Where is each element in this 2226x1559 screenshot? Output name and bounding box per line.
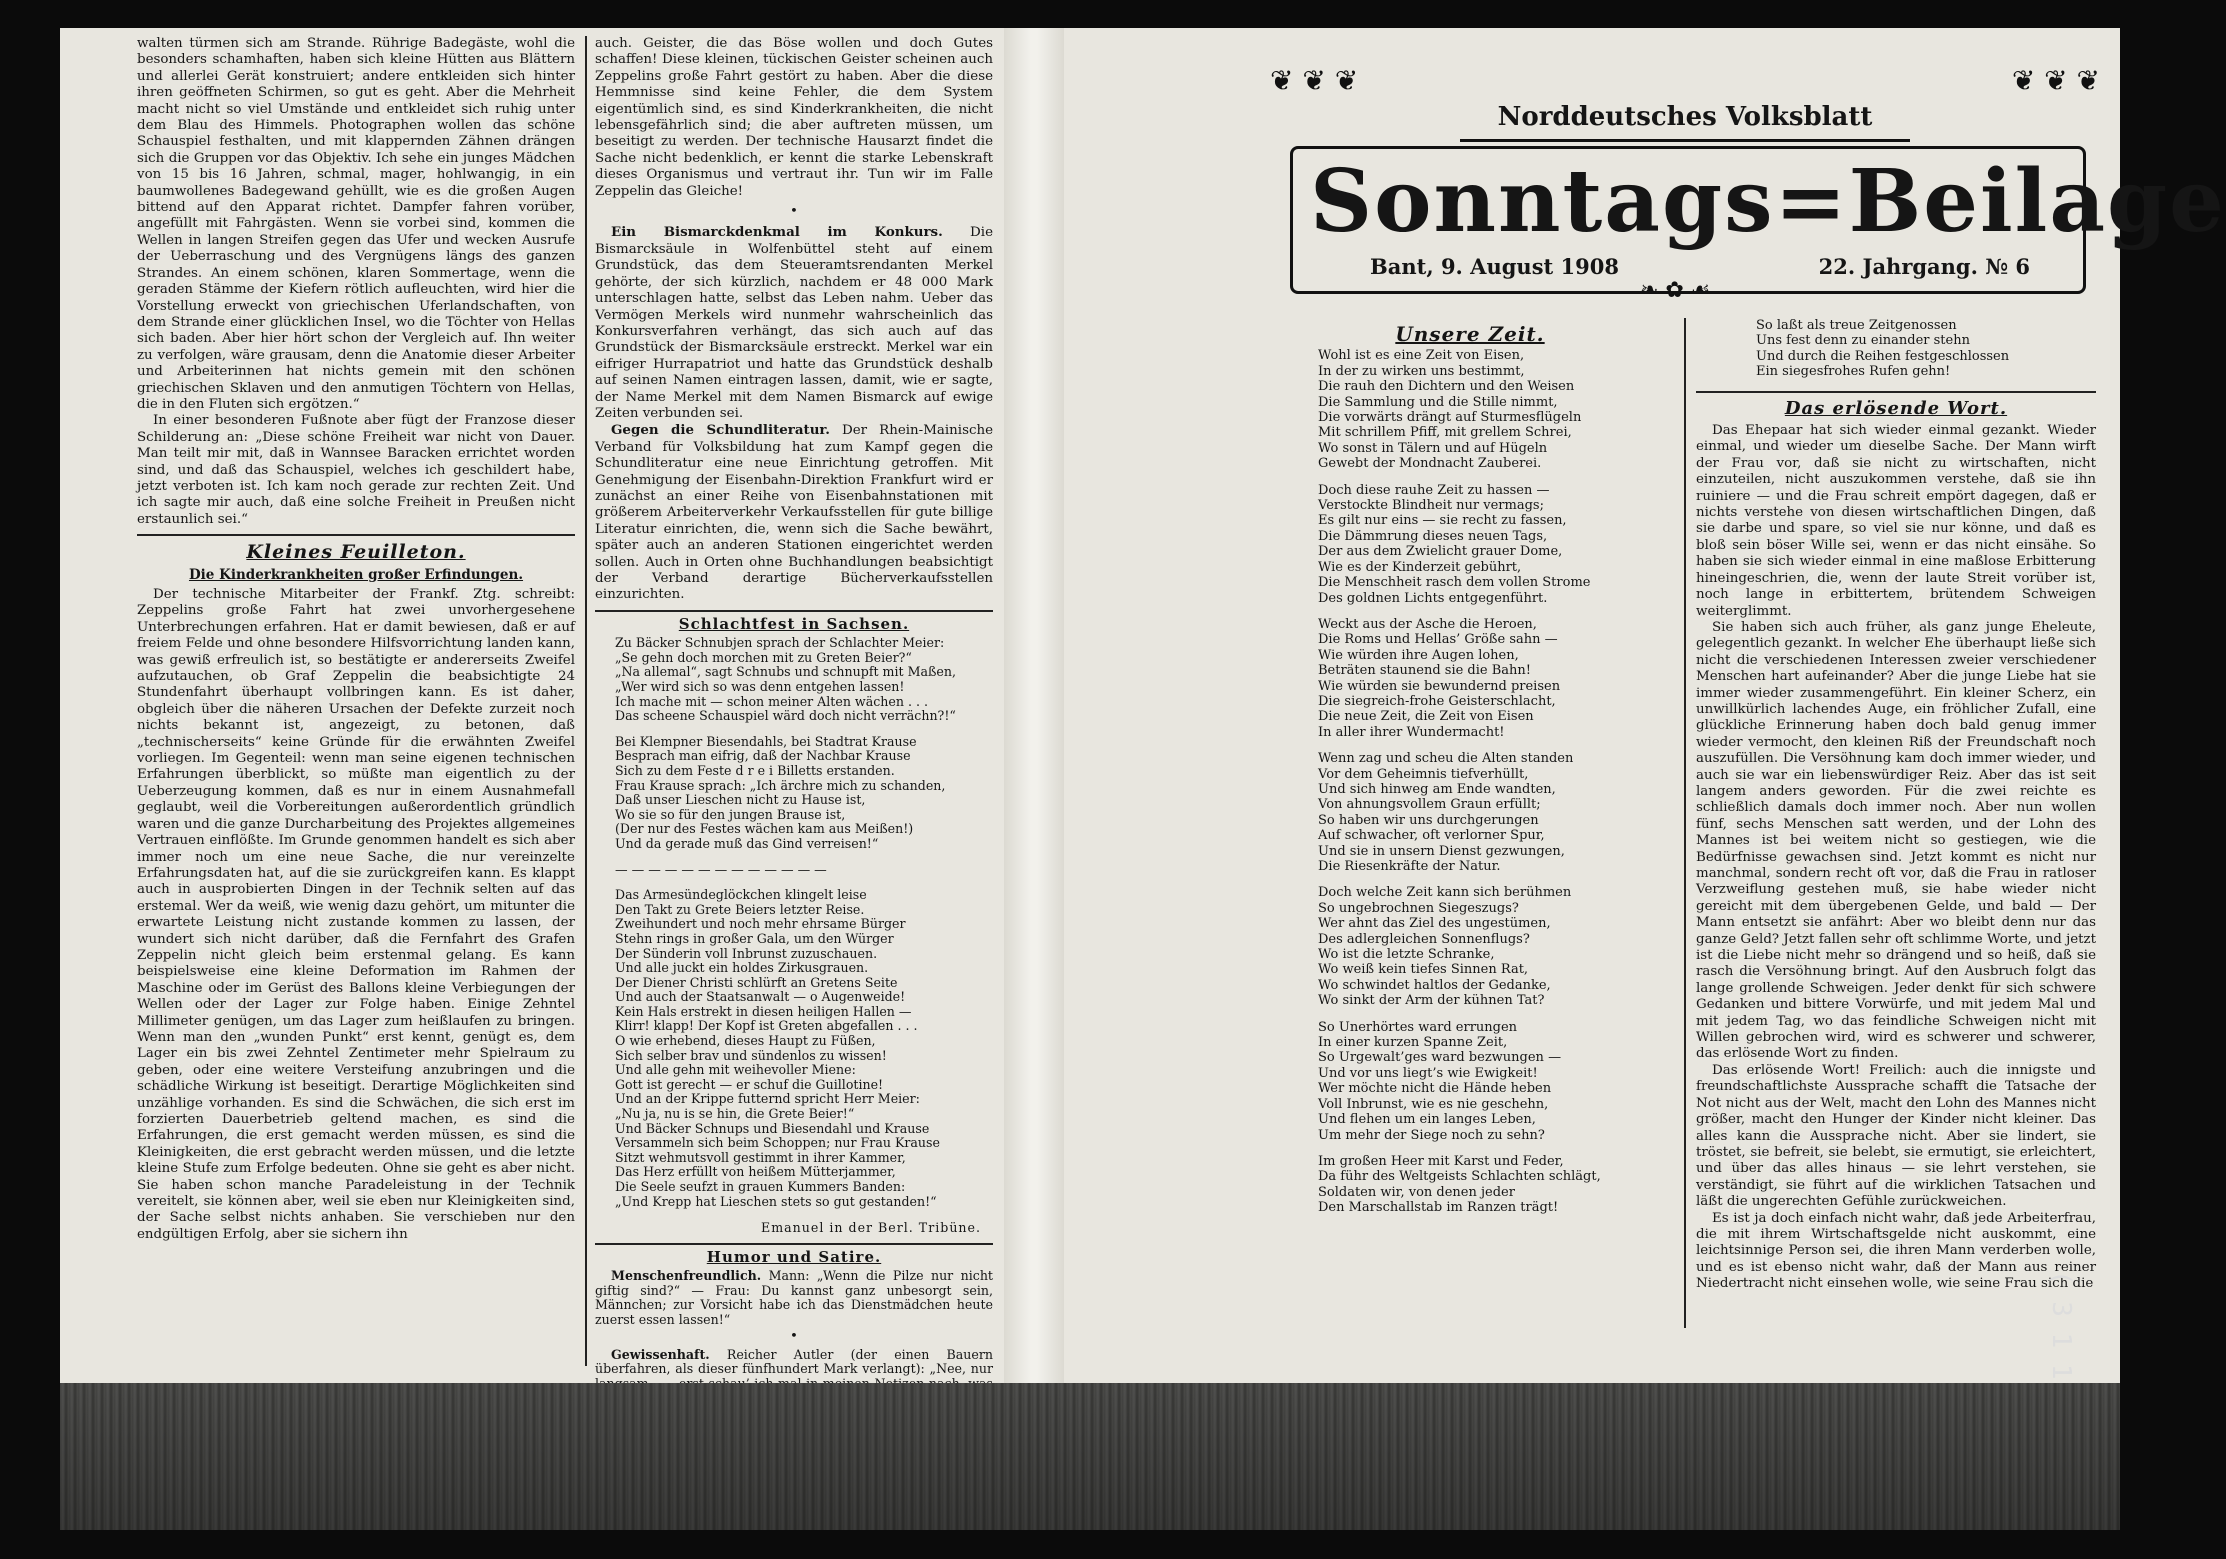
poem-line: Im großen Heer mit Karst und Feder, xyxy=(1318,1153,1564,1169)
poem-line: Das Herz erfüllt von heißem Mütterjammer, xyxy=(615,1164,896,1180)
poem-line: Vor dem Geheimnis tiefverhüllt, xyxy=(1318,766,1529,782)
poem-line: Wo sie so für den jungen Brause ist, xyxy=(615,806,846,822)
item-text: Der Rhein-Mainische Verband für Volksbildung hat zum Kampf gegen die Schundliteratur eine neue Einrichtung getroffen. Mit Genehmigung der Eisenbahn-Direktion Frankfurt wird er zunächst an einer Reihe von Eisenbahnstationen mit größerem Arbeiterverkehr Verkaufsstellen für gute billige Literatur einrichten, die, wenn sich die Sache bewährt, später auch an anderen Stationen eingerichtet werden sollen. Auch in Orten ohne Buchhandlungen beabsichtigt der Verband derartige Bücherverkaufsstellen einzurichten. xyxy=(595,423,993,603)
poem-schlachtfest xyxy=(595,636,993,1209)
poem-line: Soldaten wir, von denen jeder xyxy=(1318,1184,1515,1200)
page-gutter xyxy=(1004,28,1064,1530)
poem-stanza xyxy=(1318,885,1670,1008)
poem-line: Den Marschallstab im Ranzen trägt! xyxy=(1318,1200,1559,1216)
poem-line: Frau Krause sprach: „Ich ärchre mich zu schanden, xyxy=(615,777,946,793)
poem-stanza xyxy=(1318,751,1670,874)
poem-line: Und flehen um ein langes Leben, xyxy=(1318,1112,1536,1128)
newspaper-spread xyxy=(60,28,2226,1530)
poem-stanza xyxy=(615,888,993,1209)
poem-line: Sitzt wehmutsvoll gestimmt in ihrer Kammer, xyxy=(615,1149,906,1165)
poem-line: Mit schrillem Pfiff, mit grellem Schrei, xyxy=(1318,425,1572,441)
poem-credit: Emanuel in der Berl. Tribüne. xyxy=(761,1220,981,1236)
section-divider xyxy=(595,1243,993,1245)
poem-line: Versammeln sich beim Schoppen; nur Frau Krause xyxy=(615,1135,940,1151)
article-paragraph: In einer besonderen Fußnote aber fügt der Franzose dieser Schilderung an: „Diese schöne Freiheit war nicht von Dauer. Man teilt mir mit, daß in Wannsee Baracken errichtet worden sind, und daß das Schauspiel, welches ich geschildert habe, jetzt verboten ist. Ich kam noch gerade zur rechten Zeit. Und ich sagte mir auch, daß eine solche Freiheit in Preußen nicht erstaunlich sei.“ xyxy=(137,413,575,527)
poem-stanza xyxy=(615,735,993,852)
item-separator: • xyxy=(790,204,798,220)
poem-line: Doch welche Zeit kann sich berühmen xyxy=(1318,885,1572,901)
poem-line: Die Riesenkräfte der Natur. xyxy=(1318,859,1501,874)
column-4 xyxy=(1696,318,2096,1378)
poem-line: Voll Inbrunst, wie es nie geschehn, xyxy=(1318,1096,1549,1112)
page-edge-stack xyxy=(60,1383,2120,1530)
poem-line: Die Menschheit rasch dem vollen Strome xyxy=(1318,575,1591,591)
column-2 xyxy=(595,36,993,1386)
poem-title: Unsere Zeit. xyxy=(1395,322,1545,346)
poem-line: Des goldnen Lichts entgegenführt. xyxy=(1318,590,1548,606)
poem-line: So Unerhörtes ward errungen xyxy=(1318,1019,1518,1035)
poem-line: Und vor uns liegt’s wie Ewigkeit! xyxy=(1318,1065,1538,1081)
poem-line: „Na allemal“, sagt Schnubs und schnupft mit Maßen, xyxy=(615,664,956,680)
poem-line: Der aus dem Zwielicht grauer Dome, xyxy=(1318,544,1563,560)
poem-line: Es gilt nur eins — sie recht zu fassen, xyxy=(1318,513,1567,529)
poem-line: Besprach man eifrig, daß der Nachbar Krause xyxy=(615,748,911,764)
article-paragraph: Das erlösende Wort! Freilich: auch die innigste und freundschaftlichste Aussprache schafft die Tatsache der Not nicht aus der Welt, macht den Lohn des Mannes nicht größer, macht den Hunger der Kinder nicht kleiner. Das alles kann die Aussprache nicht. Aber sie lindert, sie tröstet, sie befreit, sie belebt, sie ermutigt, sie erleichtert, und über das alles hinaus — sie lehrt verstehen, sie verständigt, sie führt auf die wirklichen Tatsachen und läßt die ungerechten Gefühle zurückweichen. xyxy=(1696,1062,2096,1210)
poem-line: „Se gehn doch morchen mit zu Greten Beier?“ xyxy=(615,649,912,665)
item-separator: • xyxy=(790,1329,798,1345)
poem-line: „Nu ja, nu is se hin, die Grete Beier!“ xyxy=(615,1106,855,1122)
section-divider xyxy=(1696,391,2096,393)
poem-line: Den Takt zu Grete Beiers letzter Reise. xyxy=(615,901,865,917)
poem-line: So laßt als treue Zeitgenossen xyxy=(1756,318,1957,333)
poem-line: Die Roms und Hellas’ Größe sahn — xyxy=(1318,632,1558,648)
poem-line: Und an der Krippe futternd spricht Herr Meier: xyxy=(615,1091,920,1107)
article-paragraph: auch. Geister, die das Böse wollen und doch Gutes schaffen! Diese kleinen, tückischen Geister scheinen auch Zeppelins große Fahrt gestört zu haben. Aber die diese Hemmnisse sind keine Fehler, die dem System eigentümlich sind, es sind Kinderkrankheiten, die nicht lebensgefährlich sind; die aber auftreten müssen, um beseitigt zu werden. Der technische Hausarzt findet die Sache nicht bedenklich, er kennt die starke Lebenskraft dieses Organismus und vertraut ihr. Tun wir im Falle Zeppelin das Gleiche! xyxy=(595,36,993,199)
poem-line: Und sich hinweg am Ende wandten, xyxy=(1318,781,1556,797)
article-paragraph: Das Ehepaar hat sich wieder einmal gezankt. Wieder einmal, und wieder um dieselbe Sache. Der Mann wirft der Frau vor, daß sie nicht zu wirtschaften, nicht einzuteilen, nicht auszukommen verstehe, daß sie ihn ruiniere — und die Frau schreit empört dagegen, daß er nichts verstehe von diesen wirtschaftlichen Dingen, daß sie darbe und spare, so viel sie nur könne, und daß es bloß sein böser Wille sei, wenn er das nicht einsähe. So haben sie sich wieder einmal in eine maßlose Erbitterung hineingeschrien, die, wenn der laute Streit vorüber ist, noch lange in erbittertem, brütendem Schweigen weiterglimmt. xyxy=(1696,423,2096,619)
poem-line: Die vorwärts drängt auf Sturmesflügeln xyxy=(1318,410,1582,426)
poem-line: Wo weiß kein tiefes Sinnen Rat, xyxy=(1318,962,1529,978)
section-title-feuilleton: Kleines Feuilleton. xyxy=(246,541,466,564)
masthead xyxy=(1270,64,2226,316)
poem-line: In einer kurzen Spanne Zeit, xyxy=(1318,1035,1508,1051)
poem-line: Gott ist gerecht — er schuf die Guillotine! xyxy=(615,1076,884,1092)
joke-text: Mann: „Wenn die Pilze nur nicht giftig sind?“ — Frau: Du kannst ganz unbesorgt sein, Männchen; zur Vorsicht habe ich das Dienstmädchen heute zuerst essen lassen!“ xyxy=(595,1268,993,1327)
column-1 xyxy=(137,36,575,1386)
poem-line: Ich mache mit — schon meiner Alten wächen . . . xyxy=(615,693,928,709)
poem-line: Bei Klempner Biesendahls, bei Stadtrat Krause xyxy=(615,733,917,749)
poem-stanza xyxy=(1318,348,1670,471)
poem-line: — — — — — — — — — — — — — xyxy=(615,861,827,877)
poem-line: Und Bäcker Schnups und Biesendahl und Krause xyxy=(615,1120,930,1136)
poem-stanza xyxy=(1756,318,2096,380)
article-paragraph: Sie haben sich auch früher, als ganz junge Eheleute, gelegentlich gezankt. In welcher Ehe überhaupt ließe sich nicht die verschiedenen Interessen zweier verschiedener Menschen hart aufeinander? Aber die junge Liebe hat sie immer wieder zusammengeführt. Ein kleiner Scherz, ein unwillkürlich lachendes Auge, ein fröhlicher Zufall, eine glückliche Erinnerung haben doch bald genug immer wieder vermocht, den kleinen Riß der Freundschaft noch auszufüllen. Die Versöhnung kam doch immer wieder, und auch sie war ein liebenswürdiger Reiz. Aber das ist seit langem anders geworden. Für die zwei reichte es schließlich damals doch immer noch. Aber nun wollen fünf, sechs Menschen satt werden, und der Lohn des Mannes ist bei weitem nicht so gestiegen, wie die Bedürfnisse gewachsen sind. Jetzt kommt es nicht nur manchmal, sondern recht oft vor, daß die Frau in ratloser Verzweiflung gestehen muß, sie habe wieder nicht gereicht mit dem übergebenen Gelde, und bald — Der Mann entsetzt sie anfährt: Aber wo bleibt denn nur das ganze Geld? Jetzt fallen sehr oft schlimme Worte, und jetzt ist die Liebe nicht mehr so drängend und so heiß, daß sie rasch die Versöhnung bringt. Auf den Ausbruch folgt das lange grollende Schweigen. Jeder denkt für sich schwere Gedanken und bittere Vorwürfe, und mit jedem Mal und mit jedem Tag, wo das feindliche Schweigen nicht mit Willen gebrochen wird, wird es schwerer und schwerer, das erlösende Wort zu finden. xyxy=(1696,619,2096,1062)
poem-line: Zu Bäcker Schnubjen sprach der Schlachter Meier: xyxy=(615,635,945,651)
poem-line: Und durch die Reihen festgeschlossen xyxy=(1756,348,2010,364)
poem-stanza xyxy=(1318,1020,1670,1143)
poem-line: Wo ist die letzte Schranke, xyxy=(1318,947,1495,963)
issue-volume: 22. Jahrgang. № 6 xyxy=(1818,254,2030,279)
masthead-supertitle: Norddeutsches Volksblatt xyxy=(1497,102,1873,132)
poem-line: Verstockte Blindheit nur vermags; xyxy=(1318,498,1544,514)
poem-line: In aller ihrer Wundermacht! xyxy=(1318,724,1505,740)
poem-line: Ein siegesfrohes Rufen gehn! xyxy=(1756,364,1951,380)
article-paragraph: Der technische Mitarbeiter der Frankf. Ztg. schreibt: Zeppelins große Fahrt hat zwei unvorhergesehene Unterbrechungen erfahren. Hat er damit bewiesen, daß er auf freiem Felde und ohne besondere Hilfsvorrichtung landen kann, was gewiß erfreulich ist, so bestätigte er andererseits Zweifel aufzutauchen, ob Graf Zeppelin die beabsichtigte 24 Stundenfahrt überhaupt vollbringen kann. Es ist daher, obgleich über die näheren Ursachen der Defekte zurzeit noch nichts bekannt ist, angezeigt, zu betonen, daß „technischerseits“ keine Gründe für die erwähnten Zweifel vorliegen. Im Gegenteil: wenn man seine eigenen technischen Erfahrungen überblickt, so müßte man eigentlich zu der Ueberzeugung kommen, daß es nur in einem Ausnahmefall geglaubt, weil die Vorbereitungen außerordentlich gründlich waren und die ganze Durcharbeitung des Projektes allgemeines Vertrauen einflößte. Im Grunde genommen handelt es sich aber immer noch um eine neue Sache, die nur vereinzelte Erfahrungsdaten hat, auf die sie zurückgreifen kann. Es klappt auch in ausprobierten Dingen in der Technik selten auf das erstemal. Wer da weiß, wie wenig dazu gehört, um mitunter die erwartete Leistung nicht zustande kommen zu lassen, der wundert sich nicht darüber, daß die Fernfahrt des Grafen Zeppelin nicht gleich beim erstenmal gelang. Es kann beispielsweise eine kleine Deformation im Rahmen der Maschine oder im Gerüst des Ballons kleine Verbiegungen der Wellen oder der Lager zur Folge haben. Einige Zehntel Millimeter genügen, um das Lager zum heißlaufen zu bringen. Wenn man den „wunden Punkt“ erst kennt, genügt es, dem Lager ein bis zwei Zehntel Zentimeter mehr Spielraum zu geben, oder eine weitere Versteifung anzubringen und die schädliche Wirkung ist beseitigt. Derartige Möglichkeiten sind unzählige vorhanden. Es sind die Schwächen, die sich erst im forzierten Dauerbetrieb geltend machen, es sind die Erfahrungen, die erst gemacht werden müssen, es sind die Kleinigkeiten, die erst gebracht werden müssen, und die letzte kleine Stufe zum Erfolge bedeuten. Ohne sie geht es aber nicht. Sie haben schon manche Paradeleistung in der Technik vereitelt, sie können aber, weil sie eben nur Kleinigkeiten sind, der Sache selbst nichts anhaben. Sie verschieben nur den endgültigen Erfolg, aber sie sichern ihn xyxy=(137,587,575,1242)
archive-stamp: ( 3 1 1 xyxy=(2046,1270,2076,1380)
joke-headline: Gewissenhaft. xyxy=(611,1346,710,1362)
section-title-erloesende-wort: Das erlösende Wort. xyxy=(1784,397,2008,419)
poem-line: O wie erhebend, dieses Haupt zu Füßen, xyxy=(615,1033,876,1049)
poem-line: Und alle gehn mit weihevoller Miene: xyxy=(615,1062,856,1078)
poem-line: (Der nur des Festes wächen kam aus Meißen!) xyxy=(615,821,914,837)
poem-unsere-zeit xyxy=(1270,348,1670,1215)
poem-line: Stehn rings in großer Gala, um den Würger xyxy=(615,930,894,946)
poem-title: Schlachtfest in Sachsen. xyxy=(678,614,910,633)
poem-line: Wer möchte nicht die Hände heben xyxy=(1318,1081,1552,1097)
poem-line: In der zu wirken uns bestimmt, xyxy=(1318,363,1525,379)
poem-line: Weckt aus der Asche die Heroen, xyxy=(1318,616,1537,632)
column-3 xyxy=(1270,318,1670,1378)
poem-line: Doch diese rauhe Zeit zu hassen — xyxy=(1318,482,1550,498)
poem-line: Wo schwindet haltlos der Gedanke, xyxy=(1318,977,1551,993)
joke-text: Reicher Autler (der einen Bauern überfahren, als dieser fünfhundert Mark verlangt): „Nee, nur xyxy=(595,1346,993,1377)
poem-line: Der Sünderin voll Inbrunst zuzuschauen. xyxy=(615,945,878,961)
ornament-right-icon: ❦ ❦ ❦ xyxy=(2011,64,2100,97)
poem-line: Die siegreich-frohe Geisterschlacht, xyxy=(1318,693,1556,709)
poem-line: Das scheene Schauspiel wärd doch nicht verrächn?!“ xyxy=(615,708,956,724)
poem-stanza xyxy=(1318,483,1670,606)
poem-line: Die rauh den Dichtern und den Weisen xyxy=(1318,379,1575,395)
poem-line: Wo sinkt der Arm der kühnen Tat? xyxy=(1318,993,1545,1009)
subsection-title: Die Kinderkrankheiten großer Erfindungen. xyxy=(188,566,524,583)
issue-date: Bant, 9. August 1908 xyxy=(1370,254,1619,279)
poem-line: „Und Krepp hat Lieschen stets so gut gestanden!“ xyxy=(615,1193,937,1209)
column-rule xyxy=(1684,318,1686,1328)
item-headline: Ein Bismarckdenkmal im Konkurs. xyxy=(611,224,943,241)
poem-stanza xyxy=(1318,617,1670,740)
article-paragraph: walten türmen sich am Strande. Rührige Badegäste, wohl die besonders schamhaften, haben sich kleine Hütten aus Blättern und allerlei Gerät konstruiert; andere entkleiden sich hinter ihren geöffneten Schirmen, so gut es geht. Aber die Mehrheit macht nicht so viel Umstände und entkleidet sich ruhig unter dem Blau des Himmels. Photographen wollen das schöne Schauspiel festhalten, und mit klappernden Zähnen drängen sich die Gruppen vor das Objektiv. Ich sehe ein junges Mädchen von 15 bis 16 Jahren, schmal, mager, hohlwangig, in ein baumwollenes Badegewand gehüllt, wie es die großen Augen bittend auf den Apparat richtet. Dampfer fahren vorüber, angefüllt mit Fahrgästen. Wenn sie vorbei sind, kommen die Wellen in langen Streifen gegen das Ufer und wecken Ausrufe der Ueberraschung und des Vergnügens längs des ganzen Strandes. An einem schönen, klaren Sommertage, wenn die geraden Stämme der Kiefern rötlich aufleuchten, wird hier die Vorstellung erweckt von griechischen Uferlandschaften, von dem Strande einer glücklichen Insel, wo die Töchter von Hellas sich baden. Aber hier hört schon der Vergleich auf. Ihn weiter zu verfolgen, wäre grausam, denn die Anatomie dieser Arbeiter und Arbeiterinnen hat nichts gemein mit den schönen griechischen Sklaven und den anmutigen Töchtern von Hellas, die in den Fluten sich ergötzen.“ xyxy=(137,36,575,412)
poem-line: Um mehr der Siege noch zu sehn? xyxy=(1318,1127,1545,1143)
poem-line: Die Dämmrung dieses neuen Tags, xyxy=(1318,528,1548,544)
column-rule xyxy=(585,36,587,1366)
poem-line: Des adlergleichen Sonnenflugs? xyxy=(1318,931,1530,947)
poem-line: Wenn zag und scheu die Alten standen xyxy=(1318,751,1574,767)
poem-line: Die Sammlung und die Stille nimmt, xyxy=(1318,394,1558,410)
poem-line: Gewebt der Mondnacht Zauberei. xyxy=(1318,456,1542,472)
poem-line: Und auch der Staatsanwalt — o Augenweide! xyxy=(615,989,906,1005)
poem-line: Auf schwacher, oft verlorner Spur, xyxy=(1318,828,1545,844)
poem-line: Wer ahnt das Ziel des ungestümen, xyxy=(1318,916,1551,932)
poem-line: Beträten staunend sie die Bahn! xyxy=(1318,663,1532,679)
poem-line: Kein Hals erstrekt in diesen heiligen Hallen — xyxy=(615,1003,912,1019)
poem-line: Und sie in unsern Dienst gezwungen, xyxy=(1318,843,1565,859)
poem-stanza xyxy=(615,636,993,724)
poem-line: So Urgewalt’ges ward bezwungen — xyxy=(1318,1050,1562,1066)
poem-line: Der Diener Christi schlürft an Gretens Seite xyxy=(615,974,898,990)
poem-line: Wo sonst in Tälern und auf Hügeln xyxy=(1318,440,1548,456)
poem-line: Wohl ist es eine Zeit von Eisen, xyxy=(1318,348,1525,364)
poem-line: Wie es der Kinderzeit gebührt, xyxy=(1318,559,1522,575)
poem-line: Klirr! klapp! Der Kopf ist Greten abgefallen . . . xyxy=(615,1018,918,1034)
poem-line: Und da gerade muß das Gind verreisen!“ xyxy=(615,835,879,851)
poem-closing-stanza xyxy=(1696,318,2096,380)
article-paragraph: Es ist ja doch einfach nicht wahr, daß jede Arbeiterfrau, die mit ihrem Wirtschaftsgelde nicht auskommt, eine leichtsinnige Person sei, die ihren Mann verderben wolle, und es ist ebenso nicht wahr, daß der Mann aus reiner Niedertracht nicht einsehen wolle, wie seine Frau sich die xyxy=(1696,1210,2096,1292)
section-divider xyxy=(137,534,575,536)
poem-stanza xyxy=(1318,1154,1670,1216)
poem-line: Das Armesündeglöckchen klingelt leise xyxy=(615,887,867,903)
poem-line: „Wer wird sich so was denn entgehen lassen! xyxy=(615,679,905,694)
joke-headline: Menschenfreundlich. xyxy=(611,1268,762,1283)
ornament-left-icon: ❦ ❦ ❦ xyxy=(1270,64,1359,97)
poem-line: Zweihundert und noch mehr ehrsame Bürger xyxy=(615,916,906,932)
poem-line: Da führ des Weltgeists Schlachten schlägt, xyxy=(1318,1169,1601,1185)
item-headline: Gegen die Schundliteratur. xyxy=(611,422,830,439)
masthead-title: Sonntags=Beilage xyxy=(1310,151,2226,252)
poem-line: Wie würden sie bewundernd preisen xyxy=(1318,678,1561,694)
section-title-humor: Humor und Satire. xyxy=(706,1247,882,1266)
poem-stanza xyxy=(615,863,993,878)
poem-line: Die neue Zeit, die Zeit von Eisen xyxy=(1318,709,1534,725)
poem-line: Sich zu dem Feste d r e i Billetts erstanden. xyxy=(615,762,895,778)
poem-line: Von ahnungsvollem Graun erfüllt; xyxy=(1318,797,1541,813)
poem-line: So haben wir uns durchgerungen xyxy=(1318,812,1539,828)
poem-line: Wie würden ihre Augen lohen, xyxy=(1318,647,1519,663)
section-divider xyxy=(595,610,993,612)
item-text: Die Bismarcksäule in Wolfenbüttel steht auf einem Grundstück, das dem Steueramtsrendanten Merkel gehörte, der sich kürzlich, nachdem er 48 000 Mark unterschlagen hatte, selbst das Leben nahm. Ueber das Vermögen Merkels wird nunmehr wahrscheinlich das Konkursverfahren verhängt, das sich auch auf das Grundstück der Bismarcksäule erstreckt. Merkel war ein eifriger Hurrapatriot und hatte das Grundstück deshalb auf seinen Namen eintragen lassen, damit, wie er sagte, der Name Merkel mit dem Namen Bismarck auf ewige Zeiten verbunden sei. xyxy=(595,225,994,421)
masthead-rule xyxy=(1460,139,1910,142)
poem-line: Die Seele seufzt in grauen Kummers Banden: xyxy=(615,1179,906,1194)
poem-line: Und alle juckt ein holdes Zirkusgrauen. xyxy=(615,960,869,976)
poem-line: Daß unser Lieschen nicht zu Hause ist, xyxy=(615,792,866,808)
poem-line: Sich selber brav und sündenlos zu wissen! xyxy=(615,1047,887,1063)
ornament-bottom-icon: ❧ ✿ ☙ xyxy=(1640,278,1711,303)
poem-line: So ungebrochnen Siegeszugs? xyxy=(1318,900,1519,916)
poem-line: Uns fest denn zu einander stehn xyxy=(1756,333,1970,349)
